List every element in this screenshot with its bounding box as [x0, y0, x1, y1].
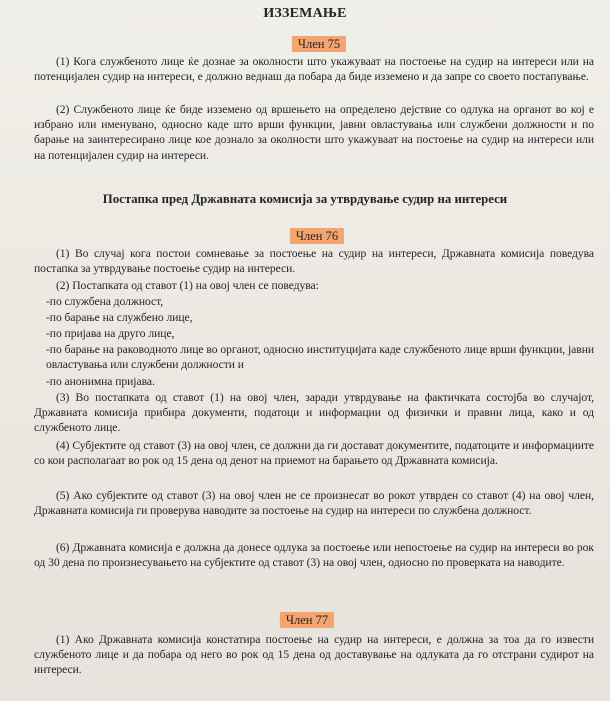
article-76-item-1: -по службена должност,	[46, 295, 164, 308]
article-76-paragraph-4: (4) Субјектите од ставот (3) на овој член, се должни да ги достават документите, податоците и информациите со кои располагаат во рок од 15 дена од денот на приемот на барањето од Државната комисија.	[34, 439, 594, 468]
article-76-paragraph-1: (1) Во случај кога постои сомневање за постоење на судир на интереси, Државната комисија поведува постапка за утврдување постоење судир на интереси.	[34, 247, 594, 276]
article-76-item-4: -по барање на раководното лице во органот, односно институцијата каде службеното лице врши функции, јавни овластувања или службени должности и	[46, 343, 594, 372]
article-76-item-3: -по пријава на друго лице,	[46, 327, 175, 340]
article-76-item-5: -по анонимна пријава.	[46, 375, 155, 388]
document-title: ИЗЗЕМАЊЕ	[263, 6, 347, 21]
article-77-paragraph-1: (1) Ако Државната комисија констатира постоење на судир на интереси, е должна за тоа да го извести службеното лице и да побара од него во рок од 15 дена од доставување на одлуката да го отстрани судирот на интереси.	[34, 633, 594, 677]
article-76-item-2: -по барање на службено лице,	[46, 311, 193, 324]
section-heading: Постапка пред Државната комисија за утврдување судир на интереси	[102, 192, 508, 206]
article-76-paragraph-3: (3) Во постапката од ставот (1) на овој член, заради утврдување на фактичката состојба во случајот, Државната комисија прибира документи, податоци и информации од физички и правни лица, како и од службеното лице.	[34, 391, 594, 435]
article-76-paragraph-5: (5) Ако субјектите од ставот (3) на овој член не се произнесат во рокот утврден со ставот (4) на овој член, Државната комисија ги проверува наводите за постоење на судир на интереси по службена должност.	[34, 489, 594, 518]
article-76-paragraph-6: (6) Државната комисија е должна да донесе одлука за постоење или непостоење на судир на интереси во рок од 30 дена по произнесувањето на субјектите од ставот (3) на овој член, односно по проверката на наводите.	[34, 541, 594, 570]
article-76-paragraph-2: (2) Постапката од ставот (1) на овој член се поведува:	[56, 279, 319, 292]
article-77-label: Член 77	[280, 612, 334, 628]
article-76-label: Член 76	[290, 228, 344, 244]
article-75-paragraph-1: (1) Кога службеното лице ќе дознае за околности што укажуваат на постоење на судир на интереси или на потенцијален судир на интереси, е должно веднаш да побара да биде изземено и да запре со своето постапување.	[34, 55, 594, 84]
article-75-paragraph-2: (2) Службеното лице ќе биде изземено од вршењето на определено дејствие со одлука на органот во кој е избрано или именувано, односно каде што врши функции, јавни овластувања или службени должности и по барање на заинтересирано лице кое дознало за околности што укажуваат на постоење на судир на интереси или на потенцијален судир на интереси.	[34, 103, 594, 162]
article-75-label: Член 75	[292, 36, 346, 52]
